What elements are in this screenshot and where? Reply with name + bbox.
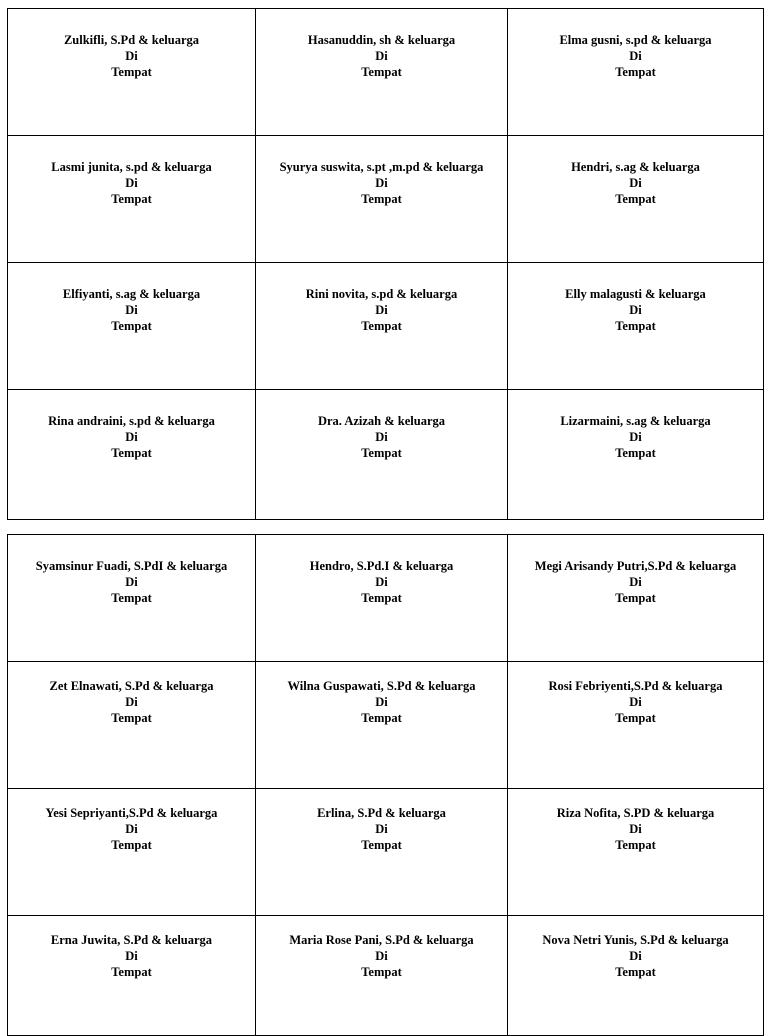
recipient-di: Di (629, 176, 642, 190)
recipient-tempat: Tempat (615, 838, 656, 852)
recipient-name: Nova Netri Yunis, S.Pd & keluarga (542, 933, 729, 947)
recipient-di: Di (125, 822, 138, 836)
recipient-tempat: Tempat (615, 446, 656, 460)
recipient-name: Lasmi junita, s.pd & keluarga (51, 160, 212, 174)
recipient-tempat: Tempat (111, 65, 152, 79)
address-label (8, 789, 256, 916)
address-label (8, 263, 256, 390)
recipient-tempat: Tempat (111, 192, 152, 206)
label-sheet-1 (7, 8, 764, 520)
recipient-tempat: Tempat (615, 65, 656, 79)
recipient-tempat: Tempat (615, 965, 656, 979)
address-label (8, 535, 256, 662)
recipient-name: Elly malagusti & keluarga (565, 287, 706, 301)
address-label (256, 136, 508, 263)
recipient-tempat: Tempat (615, 319, 656, 333)
address-label (508, 263, 764, 390)
recipient-di: Di (125, 575, 138, 589)
recipient-name: Rina andraini, s.pd & keluarga (48, 414, 215, 428)
address-label (256, 789, 508, 916)
recipient-di: Di (125, 303, 138, 317)
recipient-tempat: Tempat (111, 319, 152, 333)
recipient-di: Di (125, 49, 138, 63)
recipient-name: Yesi Sepriyanti,S.Pd & keluarga (45, 806, 218, 820)
recipient-name: Wilna Guspawati, S.Pd & keluarga (287, 679, 476, 693)
recipient-tempat: Tempat (111, 446, 152, 460)
address-label (256, 916, 508, 1036)
address-label (508, 662, 764, 789)
recipient-tempat: Tempat (361, 319, 402, 333)
recipient-di: Di (629, 822, 642, 836)
recipient-di: Di (125, 430, 138, 444)
recipient-name: Zulkifli, S.Pd & keluarga (63, 33, 200, 47)
address-label (508, 136, 764, 263)
label-row (8, 662, 764, 789)
recipient-di: Di (375, 176, 388, 190)
recipient-tempat: Tempat (361, 65, 402, 79)
address-label (256, 263, 508, 390)
recipient-tempat: Tempat (615, 591, 656, 605)
recipient-di: Di (375, 303, 388, 317)
address-label (508, 535, 764, 662)
recipient-di: Di (375, 695, 388, 709)
recipient-di: Di (125, 176, 138, 190)
recipient-di: Di (375, 49, 388, 63)
label-row (8, 9, 764, 136)
recipient-di: Di (629, 49, 642, 63)
recipient-di: Di (125, 695, 138, 709)
address-label (8, 916, 256, 1036)
recipient-name: Syurya suswita, s.pt ,m.pd & keluarga (279, 160, 484, 174)
address-label (508, 9, 764, 136)
recipient-name: Hendri, s.ag & keluarga (571, 160, 700, 174)
recipient-name: Dra. Azizah & keluarga (317, 414, 446, 428)
recipient-tempat: Tempat (361, 711, 402, 725)
recipient-name: Syamsinur Fuadi, S.PdI & keluarga (35, 559, 228, 573)
recipient-di: Di (125, 949, 138, 963)
recipient-tempat: Tempat (361, 965, 402, 979)
recipient-tempat: Tempat (361, 838, 402, 852)
recipient-name: Lizarmaini, s.ag & keluarga (560, 414, 711, 428)
recipient-name: Elma gusni, s.pd & keluarga (559, 33, 712, 47)
label-row (8, 263, 764, 390)
recipient-name: Rini novita, s.pd & keluarga (305, 287, 458, 301)
recipient-name: Riza Nofita, S.PD & keluarga (556, 806, 715, 820)
address-label (256, 9, 508, 136)
recipient-name: Zet Elnawati, S.Pd & keluarga (49, 679, 214, 693)
label-row (8, 789, 764, 916)
recipient-name: Megi Arisandy Putri,S.Pd & keluarga (534, 559, 737, 573)
recipient-di: Di (629, 949, 642, 963)
address-label (8, 662, 256, 789)
recipient-name: Erlina, S.Pd & keluarga (317, 806, 446, 820)
address-label (256, 390, 508, 520)
recipient-di: Di (629, 695, 642, 709)
recipient-name: Erna Juwita, S.Pd & keluarga (50, 933, 213, 947)
recipient-name: Hasanuddin, sh & keluarga (307, 33, 456, 47)
recipient-tempat: Tempat (361, 591, 402, 605)
recipient-tempat: Tempat (111, 965, 152, 979)
recipient-name: Rosi Febriyenti,S.Pd & keluarga (548, 679, 723, 693)
recipient-di: Di (629, 303, 642, 317)
address-label (256, 662, 508, 789)
recipient-name: Elfiyanti, s.ag & keluarga (62, 287, 201, 301)
label-row (8, 916, 764, 1036)
address-label (8, 9, 256, 136)
recipient-tempat: Tempat (615, 711, 656, 725)
recipient-name: Maria Rose Pani, S.Pd & keluarga (289, 933, 474, 947)
address-label (508, 390, 764, 520)
address-label (508, 789, 764, 916)
recipient-tempat: Tempat (361, 446, 402, 460)
recipient-di: Di (629, 430, 642, 444)
recipient-di: Di (375, 949, 388, 963)
recipient-tempat: Tempat (111, 711, 152, 725)
address-label (508, 916, 764, 1036)
label-sheet-2 (7, 534, 764, 1036)
label-row (8, 390, 764, 520)
recipient-di: Di (375, 822, 388, 836)
recipient-di: Di (629, 575, 642, 589)
label-row (8, 535, 764, 662)
recipient-tempat: Tempat (111, 591, 152, 605)
address-label (256, 535, 508, 662)
recipient-tempat: Tempat (361, 192, 402, 206)
label-row (8, 136, 764, 263)
address-label (8, 390, 256, 520)
address-label (8, 136, 256, 263)
recipient-di: Di (375, 430, 388, 444)
recipient-di: Di (375, 575, 388, 589)
recipient-tempat: Tempat (111, 838, 152, 852)
recipient-name: Hendro, S.Pd.I & keluarga (309, 559, 454, 573)
recipient-tempat: Tempat (615, 192, 656, 206)
